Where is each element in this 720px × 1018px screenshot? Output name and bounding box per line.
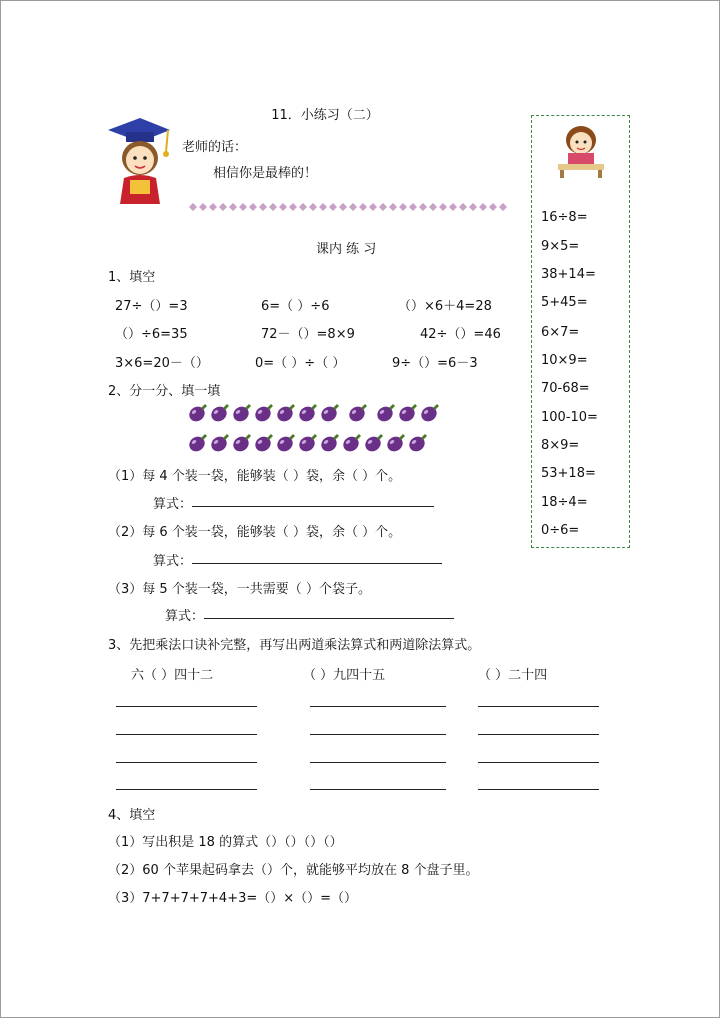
decorative-divider — [185, 200, 510, 214]
teacher-illustration — [104, 114, 172, 206]
question-4-1: （1）写出积是 18 的算式（）（）（）（） — [108, 835, 343, 850]
answer-line — [192, 506, 434, 507]
eggplant-icon — [396, 402, 418, 422]
sidebar-item: 10×9= — [541, 353, 588, 368]
answer-line — [310, 789, 446, 790]
fill-item: 3×6=20－（） — [115, 356, 209, 371]
eggplant-icon — [186, 402, 208, 422]
page-title: 11．小练习（二） — [271, 108, 379, 123]
question-4-2: （2）60 个苹果起码拿去（）个，就能够平均放在 8 个盘子里。 — [108, 863, 479, 878]
rhyme-item: （ ）二十四 — [478, 668, 548, 683]
eggplant-icon — [252, 432, 274, 452]
sidebar-item: 9×5= — [541, 239, 580, 254]
eggplant-icon — [374, 402, 396, 422]
sidebar-item: 38+14= — [541, 267, 596, 282]
sidebar-item: 53+18= — [541, 466, 596, 481]
eggplant-icon — [296, 432, 318, 452]
eggplant-icon — [252, 402, 274, 422]
answer-line — [478, 706, 599, 707]
formula-label: 算式： — [153, 497, 193, 512]
answer-line — [310, 734, 446, 735]
eggplant-icon — [406, 432, 428, 452]
section4-heading: 4、填空 — [108, 808, 156, 823]
eggplant-icon — [208, 432, 230, 452]
section3-heading: 3、先把乘法口诀补完整，再写出两道乘法算式和两道除法算式。 — [108, 638, 481, 653]
sidebar-item: 16÷8= — [541, 210, 588, 225]
sidebar-item: 18÷4= — [541, 495, 588, 510]
answer-line — [116, 734, 257, 735]
eggplant-icon — [208, 402, 230, 422]
answer-line — [310, 762, 446, 763]
formula-label: 算式： — [153, 554, 193, 569]
rhyme-item: 六（ ）四十二 — [131, 668, 214, 683]
eggplant-icon — [274, 402, 296, 422]
eggplant-row-2 — [186, 432, 428, 452]
fill-item: 6=（ ）÷6 — [261, 299, 330, 314]
fill-item: 0=（ ）÷（ ） — [255, 356, 346, 371]
eggplant-icon — [230, 402, 252, 422]
teacher-message: 相信你是最棒的！ — [213, 166, 318, 181]
section1-heading: 1、填空 — [108, 270, 156, 285]
answer-line — [192, 563, 442, 564]
sidebar-item: 5+45= — [541, 295, 588, 310]
mental-math-sidebar — [531, 115, 630, 548]
eggplant-row-1 — [186, 402, 440, 422]
answer-line — [116, 706, 257, 707]
sidebar-item: 0÷6= — [541, 523, 580, 538]
answer-line — [204, 618, 454, 619]
fill-item: 42÷（）=46 — [420, 327, 501, 342]
answer-line — [478, 789, 599, 790]
eggplant-icon — [318, 402, 340, 422]
section2-heading: 2、分一分、填一填 — [108, 384, 221, 399]
answer-line — [116, 789, 257, 790]
answer-line — [116, 762, 257, 763]
eggplant-icon — [318, 432, 340, 452]
sidebar-item: 70-68= — [541, 381, 590, 396]
fill-item: 72－（）=8×9 — [261, 327, 355, 342]
rhyme-item: （ ）九四十五 — [303, 668, 386, 683]
sidebar-item: 8×9= — [541, 438, 580, 453]
eggplant-icon — [362, 432, 384, 452]
eggplant-icon — [340, 432, 362, 452]
fill-item: 27÷（）=3 — [115, 299, 188, 314]
question-2-2: （2）每 6 个装一袋，能够装（ ）袋，余（ ）个。 — [108, 525, 402, 540]
eggplant-icon — [418, 402, 440, 422]
eggplant-icon — [186, 432, 208, 452]
eggplant-icon — [274, 432, 296, 452]
sidebar-item: 6×7= — [541, 325, 580, 340]
fill-item: 9÷（）=6－3 — [392, 356, 478, 371]
fill-item: （）×6＋4=28 — [398, 299, 492, 314]
answer-line — [478, 762, 599, 763]
teacher-label: 老师的话： — [182, 140, 248, 155]
eggplant-icon — [230, 432, 252, 452]
section-subtitle: 课内 练 习 — [316, 242, 377, 257]
student-illustration — [554, 122, 608, 180]
question-4-3: （3）7+7+7+7+4+3=（）×（）=（） — [108, 891, 358, 906]
eggplant-icon — [346, 402, 368, 422]
sidebar-item: 100-10= — [541, 410, 598, 425]
eggplant-icon — [296, 402, 318, 422]
fill-item: （）÷6=35 — [115, 327, 188, 342]
answer-line — [310, 706, 446, 707]
question-2-3: （3）每 5 个装一袋，一共需要（ ）个袋子。 — [108, 582, 371, 597]
answer-line — [478, 734, 599, 735]
eggplant-icon — [384, 432, 406, 452]
formula-label: 算式： — [165, 609, 205, 624]
question-2-1: （1）每 4 个装一袋，能够装（ ）袋，余（ ）个。 — [108, 469, 402, 484]
